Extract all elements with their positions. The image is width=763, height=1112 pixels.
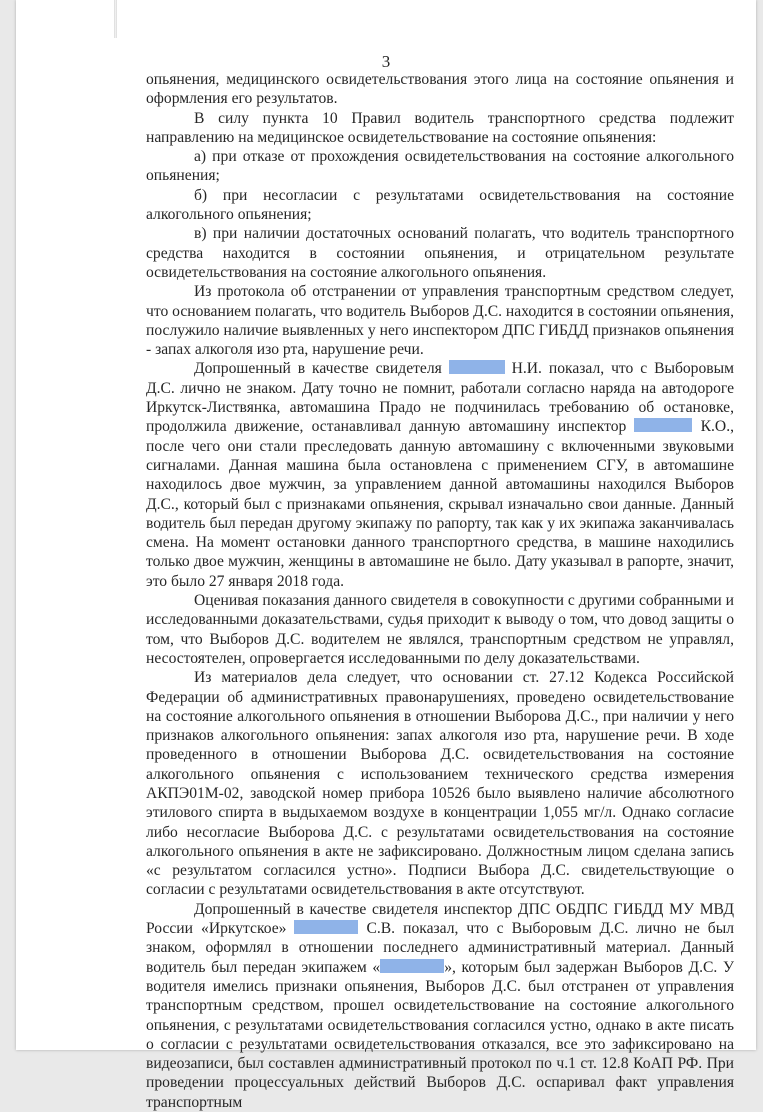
text-segment: Допрошенный в качестве свидетеля инспектор ДПС ОБДПС ГИБДД МУ МВД России «Иркутское» — [146, 900, 734, 938]
text-segment: К.О., после чего они стали преследовать данную автомашину с включенными звуковыми сигналами. Данная машина была остановлена с применением СГУ, в автомашине находилось двое мужчин, за управлением данной автомашины находился Выборов Д.С., который был с признаками опьянения, скрывал изначально свои данные. Данный водитель был передан другому экипажу по рапорту, так как у их экипажа заканчивалась смена. На момент остановки данного транспортного средства, в машине находились только двое мужчин, женщины в автомашине не было. Дату указывал в рапорте, значит, это было 27 января 2018 года. — [146, 418, 734, 590]
text-segment: Н.И. показал, что с Выборовым Д.С. лично не знаком. Дату точно не помнит, работали согласно наряда на автодороге Иркутск-Листвянка, автомашина Прадо не подчинилась требованию об остановке, продолжила движение, останавливал данную автомашину инспектор — [146, 360, 734, 436]
paragraph-witness-1 — [146, 359, 734, 591]
text-segment: Допрошенный в качестве свидетеля — [194, 360, 449, 378]
page-number: 3 — [381, 52, 391, 71]
paragraph-item-b: б) при несогласии с результатами освидетельствования на состояние алкогольного опьянения; — [146, 186, 734, 224]
redacted-name — [294, 920, 358, 934]
paragraph-item-a: а) при отказе от прохождения освидетельствования на состояние алкогольного опьянения; — [146, 148, 734, 185]
paragraph-evaluation: Оценивая показания данного свидетеля в совокупности с другими собранными и исследованными доказательствами, судья приходит к выводу о том, что довод защиты о том, что Выборов Д.С. водителем не являлся, транспортным средством не управлял, несостоятелен, опровергается исследованными по делу доказательствами. — [146, 592, 734, 667]
paragraph-materials: Из материалов дела следует, что основании ст. 27.12 Кодекса Российской Федерации об административных правонарушениях, проведено освидетельствование на состояние алкогольного опьянения в отношении Выборова Д.С., при наличии у него признаков алкогольного опьянения: запах алкоголя изо рта, нарушение речи. В ходе проведенного в отношении Выборова Д.С. освидетельствования на состояние алкогольного опьянения с использованием технического средства измерения АКПЭ01М-02, заводской номер прибора 10526 было выявлено наличие абсолютного этилового спирта в выдыхаемом воздухе в концентрации 1,055 мг/л. Однако согласие либо несогласие Выборова Д.С. с результатами освидетельствования на состояние алкогольного опьянения в акте не зафиксировано. Должностным лицом сделана запись «с результатом согласился устно». Подписи Выбора Д.С. свидетельствующие о согласии с результатами освидетельствования в акте отсутствуют. — [146, 669, 734, 899]
text-segment: », которым был задержан Выборов Д.С. У водителя имелись признаки опьянения, Выборов Д.С. был отстранен от управления транспортным средством, прошел освидетельствование на состояние алкогольного опьянения, с результатами освидетельствования согласился устно, однако в акте писать о согласии с результатами освидетельствования отказался, все это зафиксировано на видеозаписи, был составлен административный протокол по ч.1 ст. 12.8 КоАП РФ. При проведении процессуальных действий Выборов Д.С. оспаривал факт управления транспортным — [146, 958, 734, 1111]
paragraph-continuation: опьянения, медицинского освидетельствования этого лица на состояние опьянения и оформления его результатов. — [146, 71, 734, 108]
document-page — [16, 0, 756, 1111]
document-body — [146, 70, 734, 1112]
text-segment: С.В. показал, что с Выборовым Д.С. лично не был знаком, оформлял в отношении последнего административный материал. Данный водитель был передан экипажем « — [146, 920, 734, 976]
redacted-name — [634, 418, 692, 432]
paragraph-rule-10: В силу пункта 10 Правил водитель транспортного средства подлежит направлению на медицинское освидетельствование на состояние опьянения: — [146, 109, 734, 146]
paragraph-item-v: в) при наличии достаточных оснований полагать, что водитель транспортного средства находится в состоянии опьянения, и отрицательном результате освидетельствования на состояние алкогольного опьянения. — [146, 225, 734, 281]
staple-fold-mark — [114, 0, 117, 38]
paragraph-witness-2 — [146, 900, 734, 1112]
paragraph-protocol: Из протокола об отстранении от управления транспортным средством следует, что основанием полагать, что водитель Выборов Д.С. находится в состоянии опьянения, послужило наличие выявленных у него инспектором ДПС ГИБДД признаков опьянения - запах алкоголя изо рта, нарушение речи. — [146, 283, 734, 359]
redacted-name — [380, 959, 444, 973]
redacted-name — [449, 360, 505, 374]
